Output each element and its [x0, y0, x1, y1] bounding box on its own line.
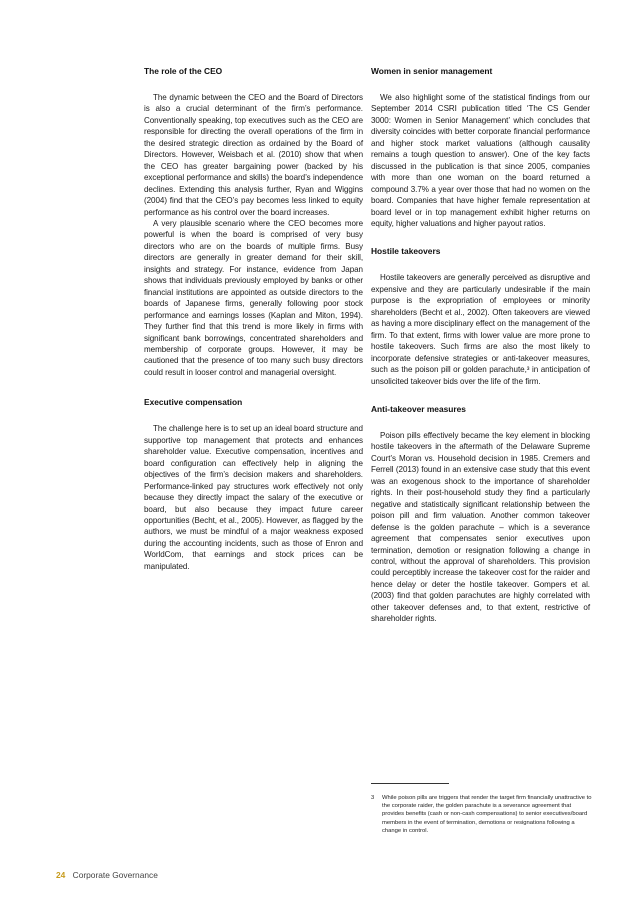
heading-anti-takeover-measures: Anti-takeover measures — [371, 403, 466, 414]
left-column — [144, 66, 363, 584]
section-women-senior-management — [371, 66, 590, 229]
footer-title: Corporate Governance — [72, 870, 158, 880]
heading-hostile-takeovers: Hostile takeovers — [371, 246, 441, 257]
section-anti-takeover-measures — [371, 404, 590, 625]
footnote-divider — [371, 783, 449, 784]
page-number: 24 — [56, 870, 66, 880]
footnote-number: 3 — [371, 795, 375, 801]
section-hostile-takeovers — [371, 246, 590, 387]
footnote-text: While poison pills are triggers that render the target firm financially unattractive to the corporate raider, the golden parachute is a severance agreement that provides benefits (cash or non-cash compensations) to senior executives/board members in the event of termination, demotions or resignations following a change in control. — [382, 795, 592, 834]
footnote — [371, 794, 593, 835]
heading-executive-compensation: Executive compensation — [144, 397, 243, 408]
paragraph: The challenge here is to set up an ideal board structure and supportive top management that protects and enhances shareholder value. Executive compensation, incentives and board configuration can effectively help in aligning the objectives of the firm’s decision makers and shareholders. Performance-linked pay structures work effectively not only because they directly impact the salary of the executive or board, but also because they impact future career opportunities (Becht, et al., 2005). However, as flagged by the authors, we must be mindful of a major weakness exposed during the accounting incidents, such as those of Enron and WorldCom, that earnings and stock prices can be manipulated. — [144, 424, 363, 571]
heading-women-senior-management: Women in senior management — [371, 66, 493, 76]
section-executive-compensation — [144, 397, 363, 572]
paragraph: Hostile takeovers are generally perceived as disruptive and expensive and they are particularly undesirable if the main purpose is the expropriation of employees or minority shareholders (Becht et al., 2002). Often takeovers are viewed as having a more disciplinary effect on the management of the firm. To that extent, firms with lower value are more prone to hostile takeovers. Such firms are also the most likely to incorporate defensive strategies or anti-takeover measures, such as the poison pill or golden parachute,³ in anticipation of unsolicited takeover bids over the life of the firm. — [371, 273, 590, 386]
heading-ceo-role: The role of the CEO — [144, 66, 223, 76]
paragraph: We also highlight some of the statistical findings from our September 2014 CSRI publication titled ‘The CS Gender 3000: Women in Senior Management’ which concludes that diversity coincides with better corporate financial performance and higher stock market valuations (although causality remains a tough question to answer). One of the key facts discussed in the publication is that since 2005, companies with more than one woman on the board returned a compound 3.7% a year over those that had no women on the board. Companies that have higher female representation at board level or in top management exhibit higher returns on equity, higher valuations and higher payout ratios. — [371, 93, 590, 228]
paragraph: The dynamic between the CEO and the Board of Directors is also a crucial determinant of the firm’s performance. Conventionally speaking, top executives such as the CEO are responsible for directing the overall operations of the firm in the desired strategic direction as ordained by the Board of Directors. However, Weisbach et al. (2010) show that when the CEO has greater bargaining power (backed by his exceptional performance and skills) the board’s independence declines. Extending this analysis further, Ryan and Wiggins (2004) find that the CEO’s pay becomes less linked to equity performance as his control over the board increases. — [144, 93, 363, 217]
section-ceo-role — [144, 66, 363, 378]
paragraph: Poison pills effectively became the key element in blocking hostile takeovers in the aftermath of the Delaware Supreme Court’s Moran vs. Household decision in 1985. Cremers and Ferrell (2013) found in an extensive case study that this event was an exogenous shock to the importance of shareholder rights. In their post-household study they find a particularly negative and statistically significant relationship between the poison pill and firm valuation. Another common takeover defense is the golden parachute – which is a severance agreement that compensates senior executives upon termination, demotion or resignation following a change in control, without the approval of shareholders. This provision could perceptibly increase the takeover cost for the raider and hence delay or deter the hostile takeover. Gompers et al. (2003) find that golden parachutes are highly correlated with other takeover defenses and, to that extent, restrictive of shareholder rights. — [371, 430, 590, 624]
right-column — [371, 66, 590, 637]
page-footer — [56, 869, 158, 881]
paragraph: A very plausible scenario where the CEO becomes more powerful is when the board is comprised of very busy directors who are on the boards of multiple firms. Busy directors are generally in greater demand for their skill, insights and strategy. For instance, evidence from Japan shows that individuals previously employed by banks or other financial institutions are appointed as outside directors to the boards of Japanese firms, generally following poor stock performance and earnings losses (Kaplan and Miton, 1994). They further find that this trend is more likely in firms with significant bank borrowings, concentrated shareholders and membership of corporate groups. However, it may be cautioned that the presence of too many such busy directors could result in looser control and managerial oversight. — [144, 218, 363, 377]
